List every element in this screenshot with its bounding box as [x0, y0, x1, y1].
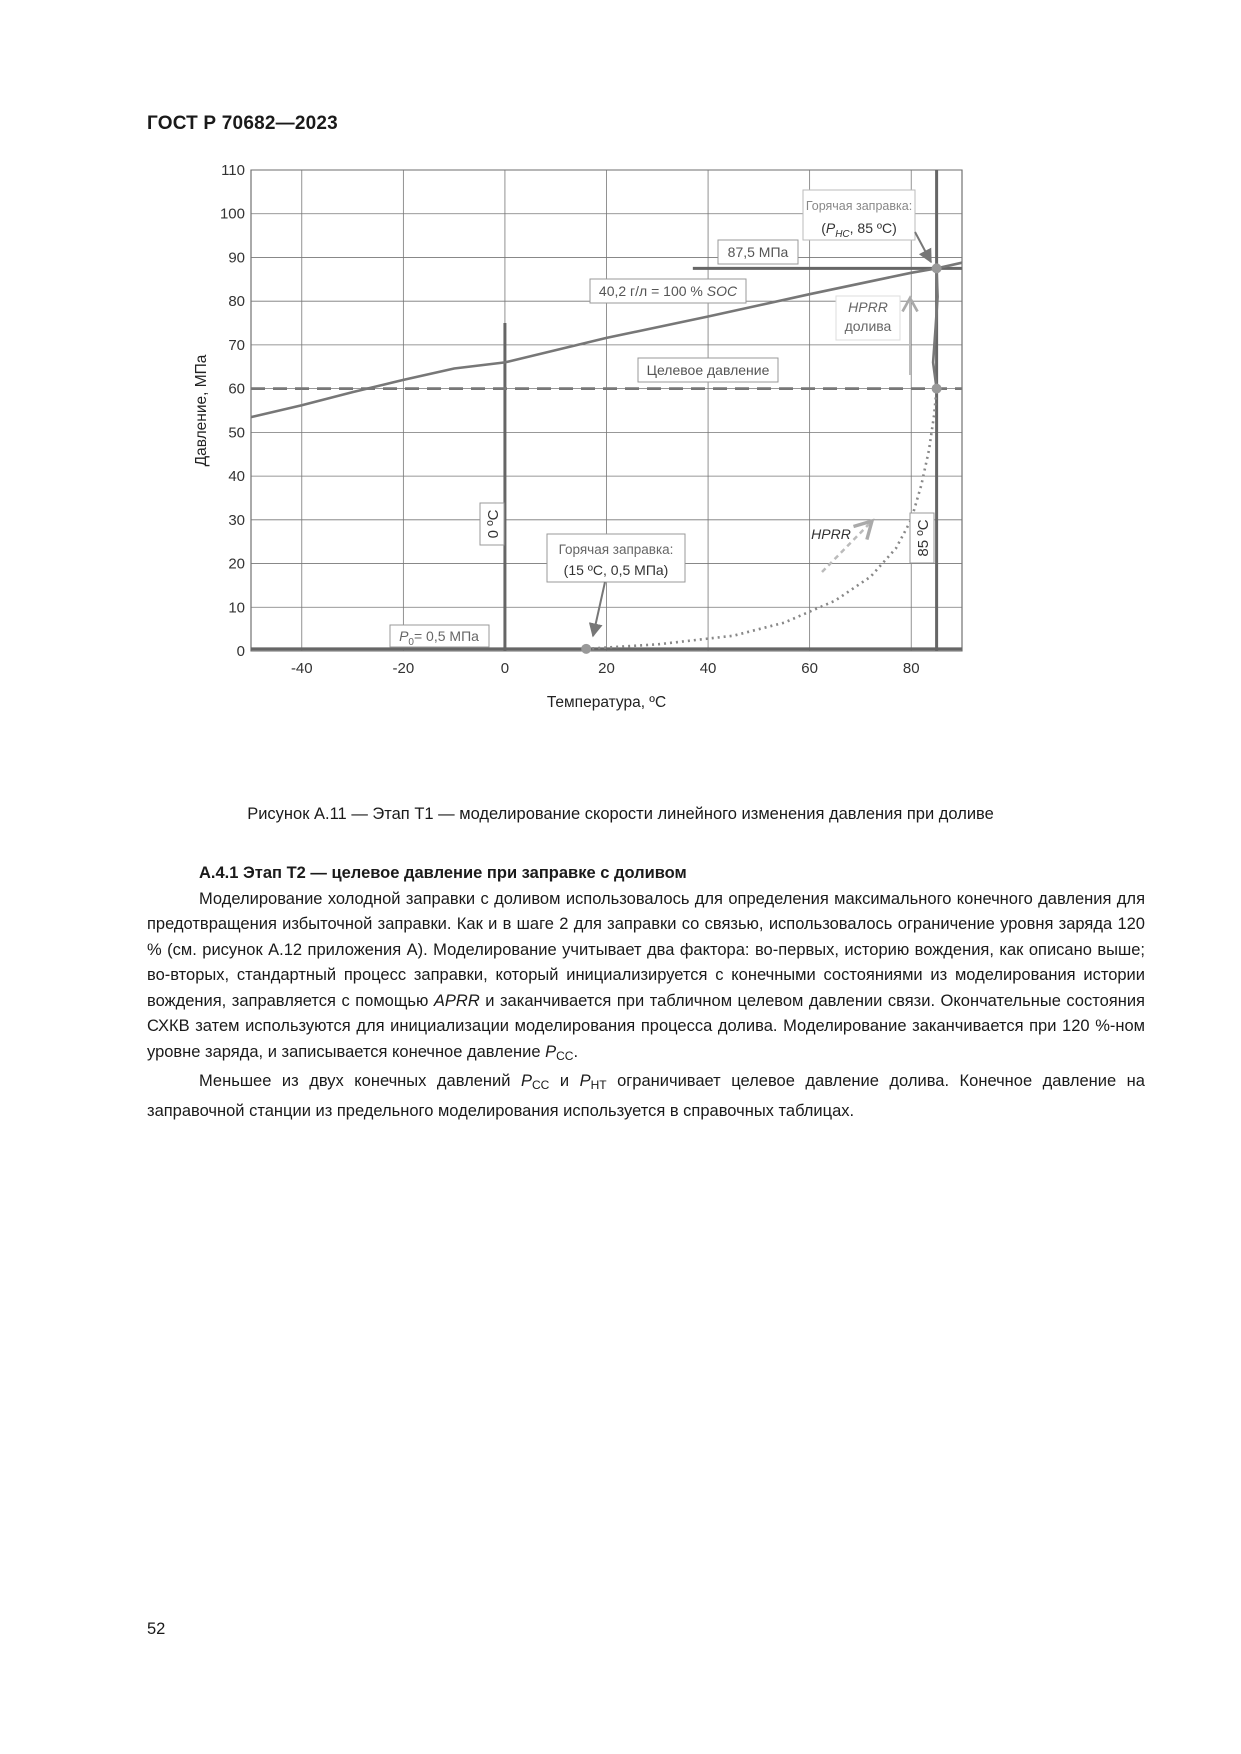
svg-text:долива: долива — [844, 318, 892, 334]
svg-text:Целевое давление: Целевое давление — [646, 362, 770, 378]
x-tick-label: -20 — [392, 660, 415, 677]
y-tick-label: 70 — [228, 336, 245, 354]
pressure-temperature-chart — [193, 162, 1100, 800]
data-point — [932, 384, 942, 394]
p875-label — [718, 240, 798, 264]
soc-label — [590, 279, 746, 303]
svg-text:Горячая заправка:: Горячая заправка: — [805, 199, 913, 213]
y-tick-label: 110 — [221, 162, 245, 179]
svg-text:(15 ºС, 0,5 МПа): (15 ºС, 0,5 МПа) — [563, 562, 669, 578]
svg-text:0 ºС: 0 ºС — [485, 509, 502, 539]
svg-text:HPRR: HPRR — [848, 299, 888, 315]
svg-text:87,5 МПа: 87,5 МПа — [727, 244, 789, 260]
document-header: ГОСТ Р 70682—2023 — [147, 113, 338, 134]
paragraph-1: Моделирование холодной заправки с доливом использовалось для определения максимального конечного давления для предотвращения избыточной заправки. Как и в шаге 2 для заправки со связью, использовалось ограничение уровня заряда 120 % (см. рисунок А.12 приложения А). Моделирование учитывает два фактора: во-первых, историю вождения, как описано выше; во-вторых, стандартный процесс заправки, который инициализируется с конечными состояниями из моделирования истории вождения, заправляется с помощью APRR и заканчивается при табличном целевом давлении связи. Окончательные состояния СХКВ затем используются для инициализации моделирования процесса долива. Моделирование заканчивается при 120 %-ном уровне заряда, и записывается конечное давление $P_{CC}$. — [147, 889, 1145, 1063]
data-point — [581, 644, 591, 654]
x-tick-label: 20 — [598, 660, 615, 677]
data-point — [932, 263, 942, 273]
y-tick-label: 80 — [228, 293, 245, 311]
svg-text:(PHC, 85 ºC): ($P_{HC}$, 85 ºC) — [821, 220, 897, 240]
figure-caption: Рисунок А.11 — Этап Т1 — моделирование скорости линейного изменения давления при доливе — [247, 805, 994, 823]
x-tick-label: -40 — [290, 660, 313, 677]
svg-text:Горячая заправка:: Горячая заправка: — [558, 542, 674, 557]
y-tick-label: 30 — [228, 511, 245, 529]
svg-text:40,2 г/л = 100 % SOC: 40,2 г/л = 100 % SOC — [598, 283, 738, 299]
target-pressure-label — [638, 358, 778, 382]
zero-c-label — [480, 503, 504, 545]
x-axis-label: Температура, ºС — [546, 694, 667, 711]
svg-text:P0= 0,5 МПа: $P_0= 0,5$ МПа — [399, 628, 479, 648]
y-tick-label: 50 — [228, 424, 245, 442]
y-tick-label: 0 — [236, 643, 245, 660]
x-tick-label: 60 — [801, 660, 818, 677]
page-number: 52 — [147, 1620, 166, 1638]
y-tick-label: 100 — [219, 205, 245, 223]
x-tick-label: 80 — [902, 660, 920, 677]
y-tick-label: 40 — [228, 468, 245, 486]
x-tick-label: 40 — [699, 660, 717, 677]
y-tick-label: 60 — [228, 380, 245, 398]
section-a-4-1 — [147, 861, 1145, 1124]
paragraph-2: Меньшее из двух конечных давлений $P_{CC}$ и $P_{HT}$ ограничивает целевое давление долива. Конечное давление на заправочной станции из предельного моделирования используется в справочных таблицах. — [147, 1072, 1145, 1120]
eighty-five-c-label — [910, 513, 934, 563]
section-heading: А.4.1 Этап Т2 — целевое давление при заправке с доливом — [199, 864, 687, 882]
y-axis-label: Давление, МПа — [193, 354, 210, 467]
p0-label — [390, 625, 489, 648]
y-tick-label: 20 — [228, 555, 245, 573]
y-tick-label: 10 — [228, 599, 245, 617]
svg-text:HPRR: HPRR — [811, 526, 851, 542]
x-tick-label: 0 — [500, 660, 510, 677]
y-tick-label: 90 — [228, 249, 245, 267]
svg-text:85 ºС: 85 ºС — [915, 519, 932, 557]
